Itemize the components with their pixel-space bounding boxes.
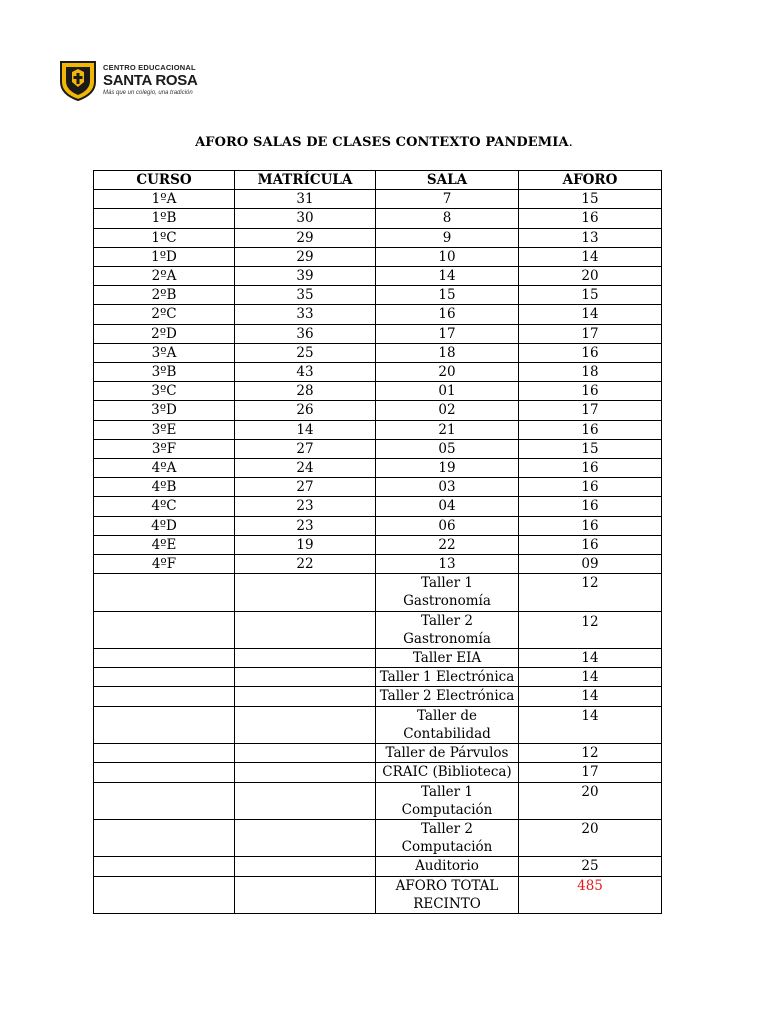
aforo-cell: 14 [519,706,662,743]
matricula-cell: 27 [235,439,376,458]
sala-cell: 14 [376,267,519,286]
matricula-cell: 36 [235,324,376,343]
matricula-cell: 26 [235,401,376,420]
table-header-row [94,171,662,190]
curso-cell: 4ºF [94,555,235,574]
aforo-cell: 12 [519,574,662,611]
matricula-cell: 43 [235,363,376,382]
matricula-cell [235,649,376,668]
matricula-cell: 30 [235,209,376,228]
aforo-cell: 14 [519,247,662,266]
document-title [0,135,768,150]
matricula-cell [235,574,376,611]
school-logo [58,58,198,102]
header-curso: CURSO [94,171,235,190]
total-label: AFORO TOTAL RECINTO [376,876,519,913]
sala-cell: 02 [376,401,519,420]
curso-cell: 2ºB [94,286,235,305]
logo-tagline: Más que un colegio, una tradición [103,89,193,96]
sala-cell: Taller 2 Gastronomía [376,611,519,648]
title-period: . [568,135,573,150]
aforo-cell: 20 [519,782,662,819]
sala-cell: 01 [376,382,519,401]
curso-cell: 2ºA [94,267,235,286]
sala-cell: 8 [376,209,519,228]
matricula-cell [235,611,376,648]
sala-cell: Taller 2 Electrónica [376,687,519,706]
curso-cell: 4ºC [94,497,235,516]
aforo-cell: 14 [519,687,662,706]
aforo-cell: 16 [519,535,662,554]
matricula-cell: 29 [235,247,376,266]
aforo-cell: 16 [519,459,662,478]
table-row [94,190,662,209]
curso-cell: 4ºA [94,459,235,478]
sala-cell: 13 [376,555,519,574]
aforo-cell: 16 [519,420,662,439]
title-text: AFORO SALAS DE CLASES CONTEXTO PANDEMIA [195,135,569,150]
curso-cell [94,706,235,743]
aforo-cell: 15 [519,190,662,209]
sala-cell: 06 [376,516,519,535]
curso-cell [94,782,235,819]
matricula-cell [235,706,376,743]
total-row [94,876,662,913]
aforo-cell: 16 [519,382,662,401]
matricula-cell [235,744,376,763]
matricula-cell [235,782,376,819]
table-row [94,478,662,497]
matricula-cell [235,687,376,706]
aforo-cell: 18 [519,363,662,382]
aforo-cell: 14 [519,305,662,324]
table-row [94,382,662,401]
sala-cell: 18 [376,343,519,362]
curso-cell [94,574,235,611]
sala-cell: 16 [376,305,519,324]
curso-cell [94,744,235,763]
matricula-cell: 22 [235,555,376,574]
curso-cell: 3ºE [94,420,235,439]
matricula-cell: 28 [235,382,376,401]
aforo-cell: 16 [519,478,662,497]
aforo-cell: 16 [519,516,662,535]
aforo-cell: 16 [519,343,662,362]
sala-cell: Taller de Contabilidad [376,706,519,743]
sala-cell: 17 [376,324,519,343]
logo-line-1: CENTRO EDUCACIONAL [103,63,196,73]
matricula-cell [235,857,376,876]
matricula-cell: 23 [235,497,376,516]
matricula-cell: 33 [235,305,376,324]
curso-cell: 3ºB [94,363,235,382]
aforo-cell: 15 [519,286,662,305]
aforo-cell: 17 [519,401,662,420]
matricula-cell [235,763,376,782]
table-row [94,649,662,668]
sala-cell: 20 [376,363,519,382]
matricula-cell: 23 [235,516,376,535]
sala-cell: Taller 2 Computación [376,819,519,856]
table-row [94,497,662,516]
header-matricula: MATRÍCULA [235,171,376,190]
aforo-cell: 17 [519,763,662,782]
table-row [94,267,662,286]
matricula-cell: 39 [235,267,376,286]
table-row [94,744,662,763]
curso-cell [94,687,235,706]
sala-cell: 05 [376,439,519,458]
table-row [94,763,662,782]
curso-cell: 3ºC [94,382,235,401]
table-row [94,209,662,228]
curso-cell: 4ºB [94,478,235,497]
table-row [94,555,662,574]
sala-cell: Taller 1 Gastronomía [376,574,519,611]
aforo-cell: 09 [519,555,662,574]
sala-cell: 21 [376,420,519,439]
sala-cell: Taller 1 Electrónica [376,668,519,687]
sala-cell: 10 [376,247,519,266]
curso-cell: 2ºD [94,324,235,343]
sala-cell: 15 [376,286,519,305]
aforo-cell: 25 [519,857,662,876]
sala-cell: 04 [376,497,519,516]
total-curso-cell [94,876,235,913]
table-row [94,706,662,743]
sala-cell: 9 [376,228,519,247]
table-row [94,782,662,819]
sala-cell: 22 [376,535,519,554]
aforo-cell: 12 [519,611,662,648]
sala-cell: 7 [376,190,519,209]
table-row [94,611,662,648]
sala-cell: 03 [376,478,519,497]
table-row [94,459,662,478]
curso-cell: 4ºE [94,535,235,554]
table-row [94,819,662,856]
table-row [94,401,662,420]
curso-cell: 1ºC [94,228,235,247]
table-row [94,687,662,706]
matricula-cell: 14 [235,420,376,439]
table-row [94,343,662,362]
matricula-cell [235,819,376,856]
aforo-cell: 12 [519,744,662,763]
curso-cell [94,649,235,668]
total-matricula-cell [235,876,376,913]
table-row [94,574,662,611]
curso-cell: 4ºD [94,516,235,535]
aforo-cell: 16 [519,497,662,516]
aforo-cell: 15 [519,439,662,458]
curso-cell [94,763,235,782]
aforo-cell: 14 [519,668,662,687]
curso-cell: 2ºC [94,305,235,324]
sala-cell: Taller de Párvulos [376,744,519,763]
table-row [94,420,662,439]
matricula-cell: 25 [235,343,376,362]
aforo-table [93,170,662,914]
aforo-cell: 20 [519,267,662,286]
shield-crest-icon [58,58,98,102]
header-aforo: AFORO [519,171,662,190]
matricula-cell [235,668,376,687]
table-row [94,286,662,305]
total-value: 485 [519,876,662,913]
table-row [94,247,662,266]
matricula-cell: 31 [235,190,376,209]
curso-cell: 3ºA [94,343,235,362]
logo-line-2: SANTA ROSA [103,71,198,89]
matricula-cell: 27 [235,478,376,497]
curso-cell [94,668,235,687]
aforo-cell: 14 [519,649,662,668]
curso-cell [94,819,235,856]
table-row [94,363,662,382]
sala-cell: CRAIC (Biblioteca) [376,763,519,782]
table-row [94,439,662,458]
curso-cell: 3ºF [94,439,235,458]
table-row [94,305,662,324]
table-row [94,516,662,535]
curso-cell: 3ºD [94,401,235,420]
sala-cell: Auditorio [376,857,519,876]
curso-cell: 1ºD [94,247,235,266]
table-row [94,535,662,554]
sala-cell: 19 [376,459,519,478]
matricula-cell: 24 [235,459,376,478]
aforo-cell: 16 [519,209,662,228]
curso-cell [94,857,235,876]
matricula-cell: 19 [235,535,376,554]
header-sala: SALA [376,171,519,190]
aforo-cell: 20 [519,819,662,856]
matricula-cell: 29 [235,228,376,247]
curso-cell: 1ºA [94,190,235,209]
aforo-cell: 13 [519,228,662,247]
table-row [94,228,662,247]
table-row [94,857,662,876]
curso-cell: 1ºB [94,209,235,228]
sala-cell: Taller 1 Computación [376,782,519,819]
sala-cell: Taller EIA [376,649,519,668]
table-body [94,190,662,876]
table-row [94,668,662,687]
matricula-cell: 35 [235,286,376,305]
curso-cell [94,611,235,648]
table-row [94,324,662,343]
aforo-cell: 17 [519,324,662,343]
